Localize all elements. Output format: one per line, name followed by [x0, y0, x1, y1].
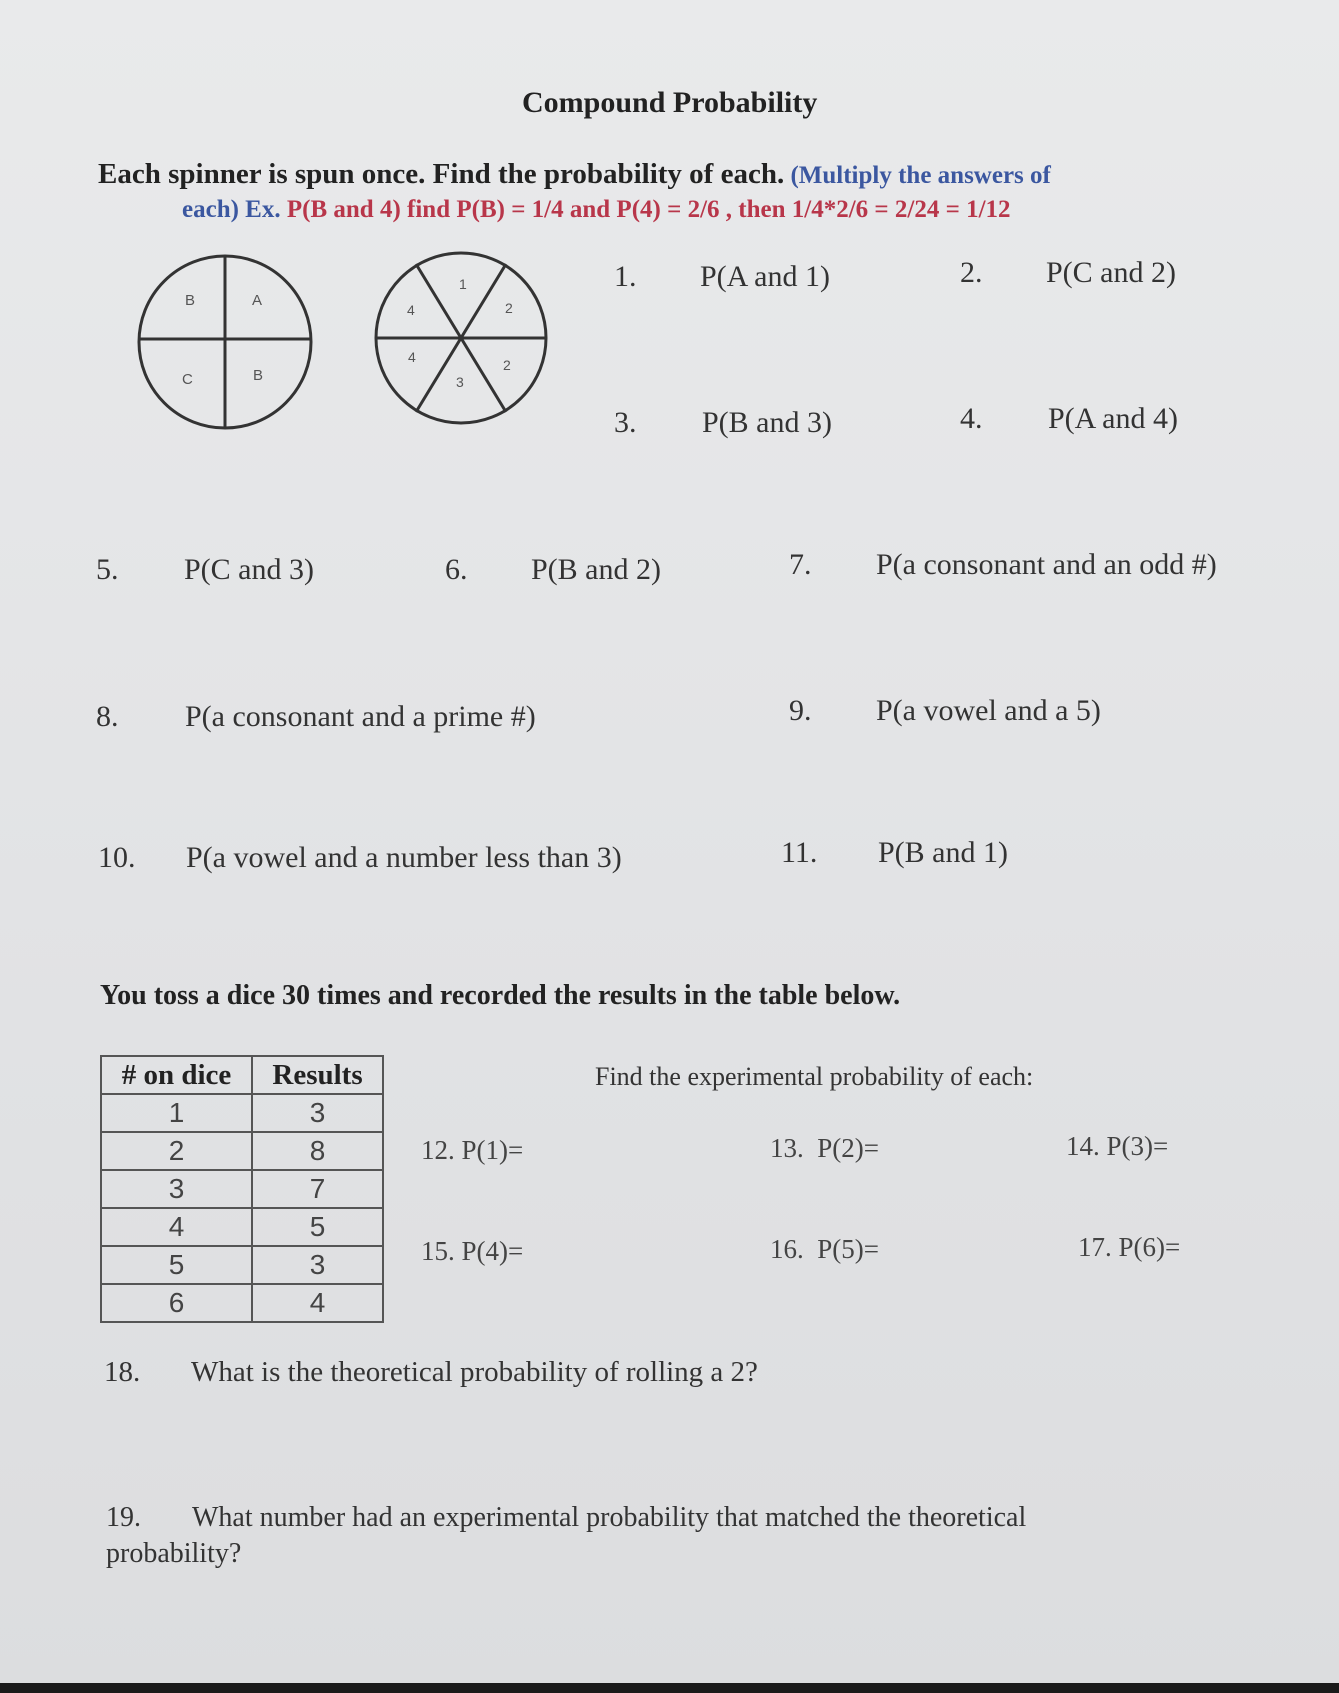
table-cell: 5 [101, 1246, 252, 1284]
table-cell: 3 [101, 1170, 252, 1208]
table-cell: 2 [101, 1132, 252, 1170]
table-cell: 4 [252, 1284, 383, 1322]
question-number: 15. [421, 1236, 455, 1266]
question-text: P(A and 4) [1048, 402, 1178, 435]
table-cell: 1 [101, 1094, 252, 1132]
question-text: P(a vowel and a 5) [876, 694, 1101, 727]
question-2 [960, 256, 1176, 290]
question-8 [96, 700, 536, 734]
question-3 [614, 406, 832, 440]
column-header: Results [252, 1056, 383, 1094]
number-spinner-label: 4 [408, 349, 416, 365]
question-5 [96, 553, 314, 587]
question-number: 7. [789, 548, 812, 581]
table-header-row [101, 1056, 383, 1094]
number-spinner-label: 4 [407, 302, 415, 318]
bottom-edge [0, 1683, 1339, 1693]
question-number: 10. [98, 841, 136, 874]
question-10 [98, 841, 622, 875]
letter-spinner [135, 252, 315, 432]
question-number: 9. [789, 694, 812, 727]
question-number: 1. [614, 260, 637, 293]
question-6 [445, 553, 661, 587]
question-text-cont: probability? [106, 1538, 242, 1570]
question-number: 6. [445, 553, 468, 586]
table-row [101, 1170, 383, 1208]
question-text: P(B and 3) [702, 406, 832, 439]
question-text: P(a consonant and a prime #) [185, 700, 536, 733]
question-number: 14. [1066, 1131, 1100, 1161]
question-11 [781, 836, 1008, 870]
question-number: 16. [770, 1234, 804, 1264]
letter-spinner-label: A [252, 292, 263, 309]
question-number: 19. [106, 1502, 141, 1533]
table-row [101, 1246, 383, 1284]
instructions-line-2 [182, 196, 1011, 224]
question-18 [104, 1356, 758, 1389]
question-19 [106, 1500, 1026, 1573]
dice-intro: You toss a dice 30 times and recorded the results in the table below. [100, 980, 901, 1011]
question-17 [1078, 1232, 1180, 1263]
question-1 [614, 260, 830, 294]
instructions-example: P(B and 4) find P(B) = 1/4 and P(4) = 2/6 , then 1/4*2/6 = 2/24 = 1/12 [280, 196, 1011, 223]
instructions-bold: Each spinner is spun once. Find the probability of each. [98, 158, 785, 190]
question-text: P(a consonant and an odd #) [876, 548, 1217, 581]
question-text: P(4)= [461, 1236, 524, 1266]
question-number: 13. [770, 1133, 804, 1163]
question-text: P(2)= [817, 1133, 879, 1163]
question-text: P(B and 1) [878, 836, 1008, 869]
number-spinner-label: 1 [459, 276, 467, 292]
table-cell: 5 [252, 1208, 383, 1246]
question-text: P(B and 2) [531, 553, 661, 586]
table-cell: 8 [252, 1132, 383, 1170]
table-cell: 3 [252, 1094, 383, 1132]
number-spinner [373, 249, 553, 429]
question-15 [421, 1236, 523, 1267]
question-number: 2. [960, 256, 983, 289]
table-row [101, 1094, 383, 1132]
question-text: P(A and 1) [700, 260, 830, 293]
table-cell: 4 [101, 1208, 252, 1246]
question-text: P(5)= [817, 1234, 879, 1264]
question-13 [770, 1133, 879, 1164]
number-spinner-label: 2 [505, 300, 513, 316]
instructions-line-1 [98, 158, 1051, 191]
find-label: Find the experimental probability of each: [595, 1062, 1034, 1091]
question-number: 5. [96, 553, 119, 586]
letter-spinner-label: B [253, 367, 264, 384]
question-4 [960, 402, 1178, 436]
table-cell: 6 [101, 1284, 252, 1322]
question-7 [789, 548, 1217, 582]
question-9 [789, 694, 1101, 728]
question-number: 3. [614, 406, 637, 439]
table-cell: 7 [252, 1170, 383, 1208]
question-text: P(a vowel and a number less than 3) [186, 841, 622, 874]
table-row [101, 1208, 383, 1246]
question-text: P(3)= [1106, 1131, 1169, 1161]
letter-spinner-label: B [185, 292, 196, 309]
question-number: 17. [1078, 1232, 1112, 1262]
question-number: 11. [781, 836, 818, 869]
question-14 [1066, 1131, 1168, 1162]
question-text: What is the theoretical probability of rolling a 2? [191, 1356, 758, 1388]
letter-spinner-label: C [182, 371, 193, 388]
question-text: P(C and 3) [184, 553, 314, 586]
table-row [101, 1132, 383, 1170]
question-16 [770, 1234, 879, 1265]
page-title: Compound Probability [522, 86, 818, 119]
instructions-hint-cont: each) Ex. [182, 196, 281, 223]
question-number: 12. [421, 1135, 455, 1165]
table-cell: 3 [252, 1246, 383, 1284]
number-spinner-label: 3 [456, 374, 464, 390]
dice-results-table [100, 1055, 384, 1323]
question-number: 4. [960, 402, 983, 435]
instructions-hint: (Multiply the answers of [784, 162, 1051, 189]
question-text: P(C and 2) [1046, 256, 1176, 289]
column-header: # on dice [101, 1056, 252, 1094]
number-spinner-label: 2 [503, 357, 511, 373]
question-text: What number had an experimental probability that matched the theoretical [192, 1502, 1027, 1533]
question-number: 8. [96, 700, 119, 733]
question-text: P(1)= [461, 1135, 524, 1165]
question-text: P(6)= [1118, 1232, 1181, 1262]
table-row [101, 1284, 383, 1322]
question-12 [421, 1135, 523, 1166]
question-number: 18. [104, 1356, 141, 1388]
